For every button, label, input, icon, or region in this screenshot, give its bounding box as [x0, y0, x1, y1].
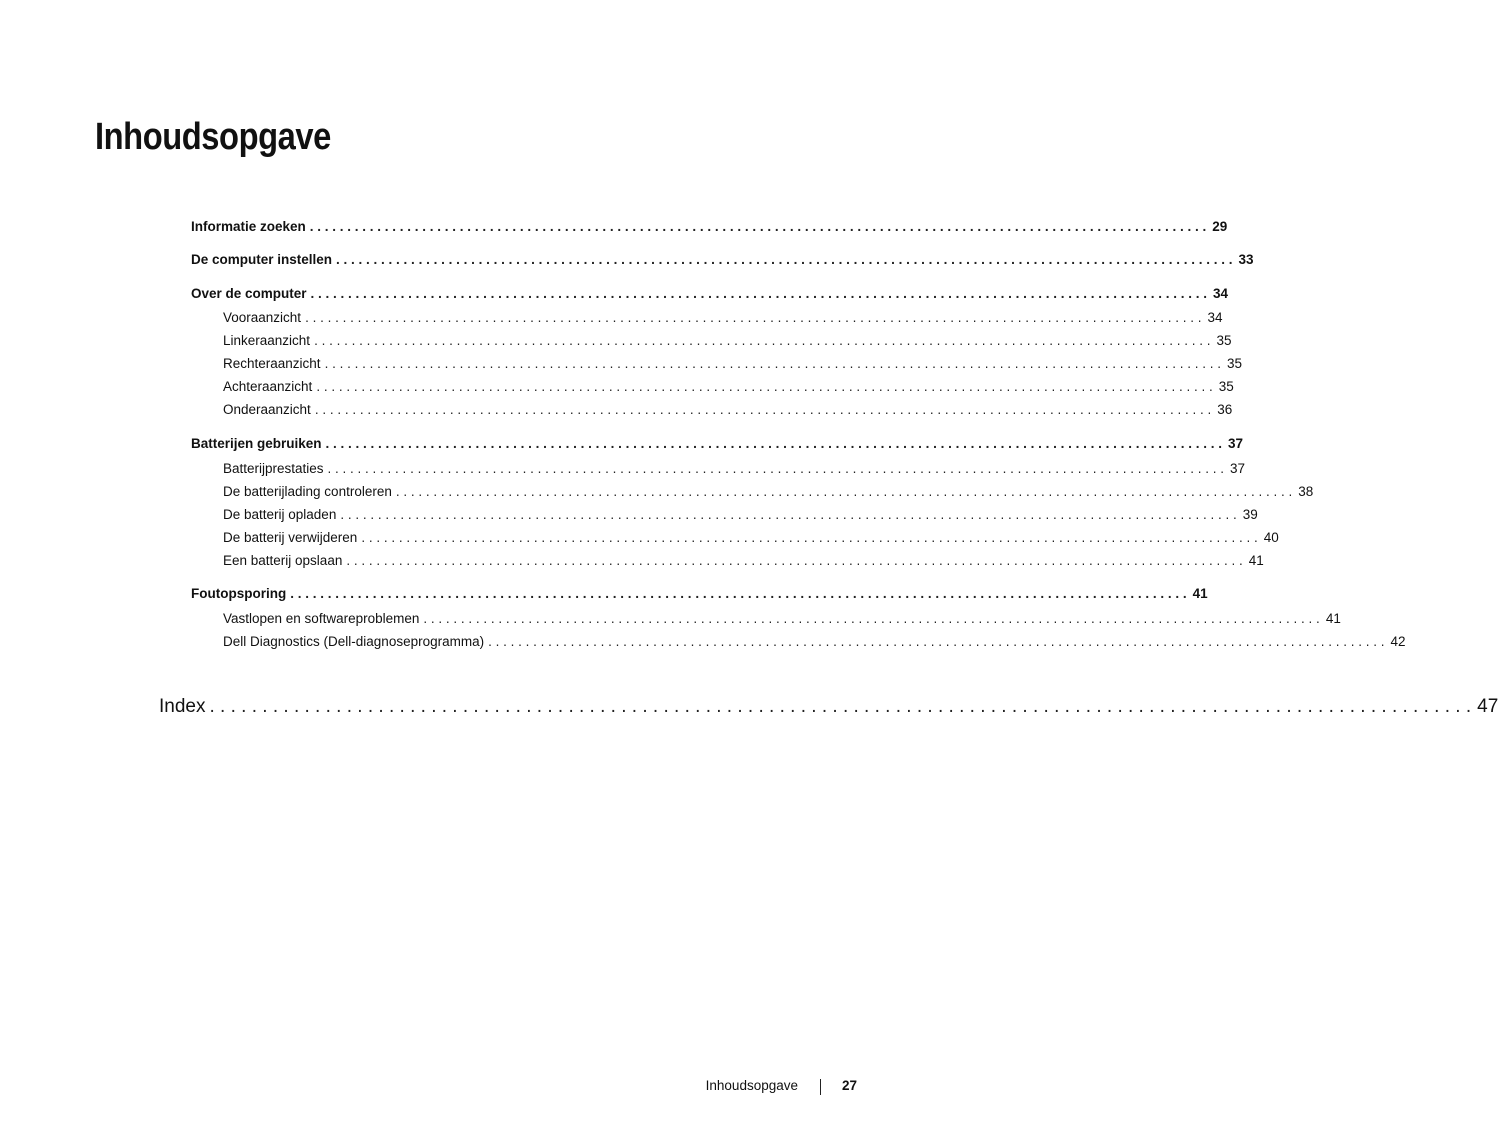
toc-entry-label: De batterij verwijderen	[223, 530, 358, 545]
page-title: Inhoudsopgave	[95, 116, 331, 158]
toc-dot-leader: . . . . . . . . . . . . . . . . . . . . . . . . . . . . . . . . . . . . . . . . . . . . . . . . . . . . . . . . . . . . . . . . . . . . . . . . . . . . . . . . . . . . . . . . . . . . . . . . . . . . . . . . . . . . . . . . . . . . . . . .	[336, 252, 1233, 267]
toc-entry[interactable]	[223, 553, 1264, 568]
toc-entry[interactable]	[223, 356, 1243, 371]
toc-dot-leader: . . . . . . . . . . . . . . . . . . . . . . . . . . . . . . . . . . . . . . . . . . . . . . . . . . . . . . . . . . . . . . . . . . . . . . . . . . . . . . . . . . . . . . . . . . . . . . . . . . . . . . . . . . . . . . . . . . . . . . . .	[316, 379, 1213, 394]
toc-dot-leader: . . . . . . . . . . . . . . . . . . . . . . . . . . . . . . . . . . . . . . . . . . . . . . . . . . . . . . . . . . . . . . . . . . . . . . . . . . . . . . . . . . . . . . . . . . . . . . . . . . . . . . . . . . . . . . . . . . . . . . . .	[488, 634, 1385, 649]
toc-entry-label: Informatie zoeken	[191, 219, 306, 234]
toc-entry-page: 35	[1227, 356, 1243, 371]
toc-entry-label: De batterij opladen	[223, 507, 337, 522]
toc-entry[interactable]	[191, 286, 1229, 301]
toc-entry-page: 40	[1263, 530, 1279, 545]
toc-entry[interactable]	[191, 219, 1228, 234]
toc-entry[interactable]	[191, 436, 1243, 451]
toc-entry-label: Linkeraanzicht	[223, 333, 311, 348]
toc-entry-label: Foutopsporing	[191, 586, 287, 601]
toc-entry-label: Batterijprestaties	[223, 461, 324, 476]
toc-entry-page: 42	[1390, 634, 1406, 649]
toc-dot-leader: . . . . . . . . . . . . . . . . . . . . . . . . . . . . . . . . . . . . . . . . . . . . . . . . . . . . . . . . . . . . . . . . . . . . . . . . . . . . . . . . . . . . . . . . . . . . . . . . . . . . . . . . . . . . . . . . . . . . . . . .	[290, 586, 1187, 601]
toc-entry-label: Index	[159, 696, 206, 717]
toc-entry-label: Onderaanzicht	[223, 402, 311, 417]
toc-entry-page: 41	[1325, 611, 1341, 626]
toc-entry-page: 34	[1207, 310, 1223, 325]
toc-entry-label: De computer instellen	[191, 252, 333, 267]
toc-dot-leader: . . . . . . . . . . . . . . . . . . . . . . . . . . . . . . . . . . . . . . . . . . . . . . . . . . . . . . . . . . . . . . . . . . . . . . . . . . . . . . . . . . . . . . . . . . . . . . . . . . . . . . . . . . . . . . . . . . . . . . . .	[310, 286, 1207, 301]
toc-dot-leader: . . . . . . . . . . . . . . . . . . . . . . . . . . . . . . . . . . . . . . . . . . . . . . . . . . . . . . . . . . . . . . . . . . . . . . . . . . . . . . . . . . . . . . . . . . . . . . . . . . . . . . . . . . . . . . . . . . . . . . . .	[209, 696, 1472, 717]
toc-entry[interactable]	[223, 611, 1341, 626]
toc-entry-label: Rechteraanzicht	[223, 356, 321, 371]
toc-entry-page: 34	[1212, 286, 1229, 301]
toc-dot-leader: . . . . . . . . . . . . . . . . . . . . . . . . . . . . . . . . . . . . . . . . . . . . . . . . . . . . . . . . . . . . . . . . . . . . . . . . . . . . . . . . . . . . . . . . . . . . . . . . . . . . . . . . . . . . . . . . . . . . . . . .	[346, 553, 1243, 568]
toc-entry-page: 35	[1216, 333, 1232, 348]
toc-entry[interactable]	[223, 310, 1223, 325]
toc-dot-leader: . . . . . . . . . . . . . . . . . . . . . . . . . . . . . . . . . . . . . . . . . . . . . . . . . . . . . . . . . . . . . . . . . . . . . . . . . . . . . . . . . . . . . . . . . . . . . . . . . . . . . . . . . . . . . . . . . . . . . . . .	[324, 356, 1221, 371]
footer-page-number: 27	[842, 1078, 858, 1093]
toc-entry-page: 37	[1229, 461, 1246, 476]
toc-entry-label: Over de computer	[191, 286, 307, 301]
toc-entry-page: 29	[1212, 219, 1228, 234]
toc-entry-label: Dell Diagnostics (Dell-diagnoseprogramma)	[223, 634, 485, 649]
toc-entry[interactable]	[223, 379, 1234, 394]
toc-dot-leader: . . . . . . . . . . . . . . . . . . . . . . . . . . . . . . . . . . . . . . . . . . . . . . . . . . . . . . . . . . . . . . . . . . . . . . . . . . . . . . . . . . . . . . . . . . . . . . . . . . . . . . . . . . . . . . . . . . . . . . . .	[314, 402, 1212, 417]
toc-entry-label: De batterijlading controleren	[223, 484, 392, 499]
toc-entry-index[interactable]	[159, 696, 1498, 718]
toc-entry[interactable]	[191, 252, 1254, 267]
toc-entry-page: 41	[1248, 553, 1264, 568]
toc-entry[interactable]	[223, 333, 1232, 348]
toc-entry[interactable]	[223, 634, 1406, 649]
toc-dot-leader: . . . . . . . . . . . . . . . . . . . . . . . . . . . . . . . . . . . . . . . . . . . . . . . . . . . . . . . . . . . . . . . . . . . . . . . . . . . . . . . . . . . . . . . . . . . . . . . . . . . . . . . . . . . . . . . . . . . . . . . .	[314, 333, 1211, 348]
page-footer	[0, 1078, 954, 1098]
toc-dot-leader: . . . . . . . . . . . . . . . . . . . . . . . . . . . . . . . . . . . . . . . . . . . . . . . . . . . . . . . . . . . . . . . . . . . . . . . . . . . . . . . . . . . . . . . . . . . . . . . . . . . . . . . . . . . . . . . . . . . . . . . .	[340, 507, 1237, 522]
toc-dot-leader: . . . . . . . . . . . . . . . . . . . . . . . . . . . . . . . . . . . . . . . . . . . . . . . . . . . . . . . . . . . . . . . . . . . . . . . . . . . . . . . . . . . . . . . . . . . . . . . . . . . . . . . . . . . . . . . . . . . . . . . .	[395, 484, 1293, 499]
toc-entry-label: Vastlopen en softwareproblemen	[223, 611, 420, 626]
toc-entry-label: Vooraanzicht	[223, 310, 302, 325]
toc-entry-page: 47	[1477, 696, 1498, 717]
toc-entry-page: 38	[1298, 484, 1314, 499]
toc-entry-page: 36	[1217, 402, 1233, 417]
toc-dot-leader: . . . . . . . . . . . . . . . . . . . . . . . . . . . . . . . . . . . . . . . . . . . . . . . . . . . . . . . . . . . . . . . . . . . . . . . . . . . . . . . . . . . . . . . . . . . . . . . . . . . . . . . . . . . . . . . . . . . . . . . .	[325, 436, 1222, 451]
footer-section-title: Inhoudsopgave	[705, 1078, 798, 1093]
toc-entry[interactable]	[191, 586, 1208, 601]
toc-entry-page: 37	[1227, 436, 1243, 451]
toc-entry-page: 35	[1218, 379, 1234, 394]
toc-entry[interactable]	[223, 530, 1279, 545]
toc-entry-label: Een batterij opslaan	[223, 553, 343, 568]
toc-entry[interactable]	[223, 484, 1314, 499]
toc-dot-leader: . . . . . . . . . . . . . . . . . . . . . . . . . . . . . . . . . . . . . . . . . . . . . . . . . . . . . . . . . . . . . . . . . . . . . . . . . . . . . . . . . . . . . . . . . . . . . . . . . . . . . . . . . . . . . . . . . . . . . . . .	[361, 530, 1258, 545]
toc-entry-page: 33	[1238, 252, 1254, 267]
toc-entry-label: Batterijen gebruiken	[191, 436, 322, 451]
toc-entry[interactable]	[223, 402, 1233, 417]
toc-entry-page: 41	[1192, 586, 1208, 601]
footer-separator	[820, 1079, 821, 1095]
toc-dot-leader: . . . . . . . . . . . . . . . . . . . . . . . . . . . . . . . . . . . . . . . . . . . . . . . . . . . . . . . . . . . . . . . . . . . . . . . . . . . . . . . . . . . . . . . . . . . . . . . . . . . . . . . . . . . . . . . . . . . . . . . .	[305, 310, 1202, 325]
toc-entry-page: 39	[1242, 507, 1258, 522]
toc-dot-leader: . . . . . . . . . . . . . . . . . . . . . . . . . . . . . . . . . . . . . . . . . . . . . . . . . . . . . . . . . . . . . . . . . . . . . . . . . . . . . . . . . . . . . . . . . . . . . . . . . . . . . . . . . . . . . . . . . . . . . . . .	[423, 611, 1320, 626]
toc-entry-label: Achteraanzicht	[223, 379, 313, 394]
toc-entry[interactable]	[223, 507, 1258, 522]
toc-entry[interactable]	[223, 461, 1246, 476]
toc-dot-leader: . . . . . . . . . . . . . . . . . . . . . . . . . . . . . . . . . . . . . . . . . . . . . . . . . . . . . . . . . . . . . . . . . . . . . . . . . . . . . . . . . . . . . . . . . . . . . . . . . . . . . . . . . . . . . . . . . . . . . . . .	[327, 461, 1224, 476]
toc-dot-leader: . . . . . . . . . . . . . . . . . . . . . . . . . . . . . . . . . . . . . . . . . . . . . . . . . . . . . . . . . . . . . . . . . . . . . . . . . . . . . . . . . . . . . . . . . . . . . . . . . . . . . . . . . . . . . . . . . . . . . . . .	[309, 219, 1207, 234]
